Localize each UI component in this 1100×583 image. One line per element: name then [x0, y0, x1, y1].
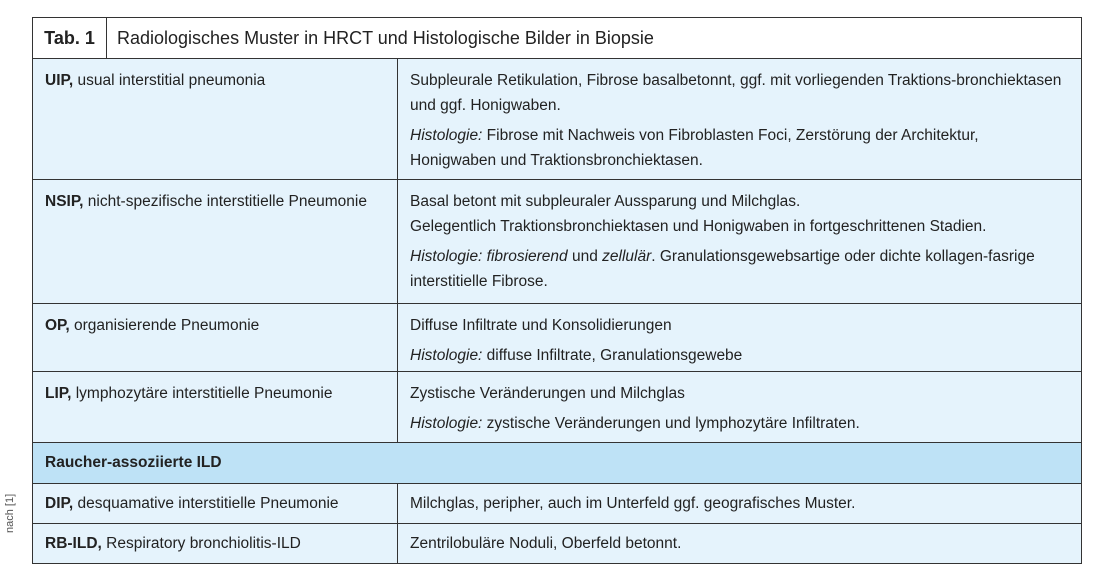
term: Respiratory bronchiolitis-ILD: [101, 535, 301, 552]
term: desquamative interstitielle Pneumonie: [73, 495, 339, 512]
term: nicht-spezifische interstitielle Pneumonie: [83, 193, 367, 210]
table-row-rb-ild: [33, 524, 1081, 563]
histology: Fibrose mit Nachweis von Fibroblasten Foci, Zerstörung der Architektur, Honigwaben und Traktionsbronchiektasen.: [410, 127, 979, 169]
abbr: OP,: [45, 317, 70, 334]
abbr: LIP,: [45, 385, 72, 402]
table-header: [33, 18, 1081, 59]
abbr: DIP,: [45, 495, 74, 512]
section-heading: Raucher-assoziierte ILD: [33, 443, 1081, 484]
abbr: UIP,: [45, 72, 74, 89]
description-2: Gelegentlich Traktionsbronchiektasen und Honigwaben in fortgeschrittenen Stadien.: [410, 218, 987, 235]
table-row-uip: [33, 59, 1081, 180]
description: Subpleurale Retikulation, Fibrose basalbetonnt, ggf. mit vorliegenden Traktions-bronchiektasen und ggf. Honigwaben.: [410, 72, 1062, 114]
abbr: NSIP,: [45, 193, 84, 210]
histology-label: Histologie:: [410, 415, 483, 432]
histology-term: zellulär: [602, 248, 652, 265]
term: organisierende Pneumonie: [69, 317, 260, 334]
table-title: Radiologisches Muster in HRCT und Histologische Bilder in Biopsie: [117, 27, 654, 48]
table: [32, 17, 1082, 564]
description: Milchglas, peripher, auch im Unterfeld ggf. geografisches Muster.: [410, 495, 856, 512]
abbr: RB-ILD,: [45, 535, 102, 552]
table-row-op: [33, 304, 1081, 372]
histology: zystische Veränderungen und lymphozytäre Infiltraten.: [482, 415, 860, 432]
histology: . Granulationsgewebsartige oder dichte kollagen-fasrige interstitielle Fibrose.: [410, 248, 1035, 290]
description: Diffuse Infiltrate und Konsolidierungen: [410, 317, 672, 334]
histology-label: Histologie: fibrosierend: [410, 248, 568, 265]
description: Zentrilobuläre Noduli, Oberfeld betonnt.: [410, 535, 682, 552]
histology: diffuse Infiltrate, Granulationsgewebe: [482, 347, 743, 364]
histology-label: Histologie:: [410, 127, 483, 144]
table-row-dip: [33, 484, 1081, 524]
histology-connector: und: [567, 248, 603, 265]
histology-label: Histologie:: [410, 347, 483, 364]
table-row-nsip: [33, 180, 1081, 304]
table-label: Tab. 1: [33, 18, 107, 58]
description: Zystische Veränderungen und Milchglas: [410, 385, 685, 402]
term: lymphozytäre interstitielle Pneumonie: [71, 385, 333, 402]
table-row-lip: [33, 372, 1081, 443]
term: usual interstitial pneumonia: [73, 72, 266, 89]
description: Basal betont mit subpleuraler Aussparung und Milchglas.: [410, 193, 801, 210]
source-note: nach [1]: [4, 493, 16, 533]
